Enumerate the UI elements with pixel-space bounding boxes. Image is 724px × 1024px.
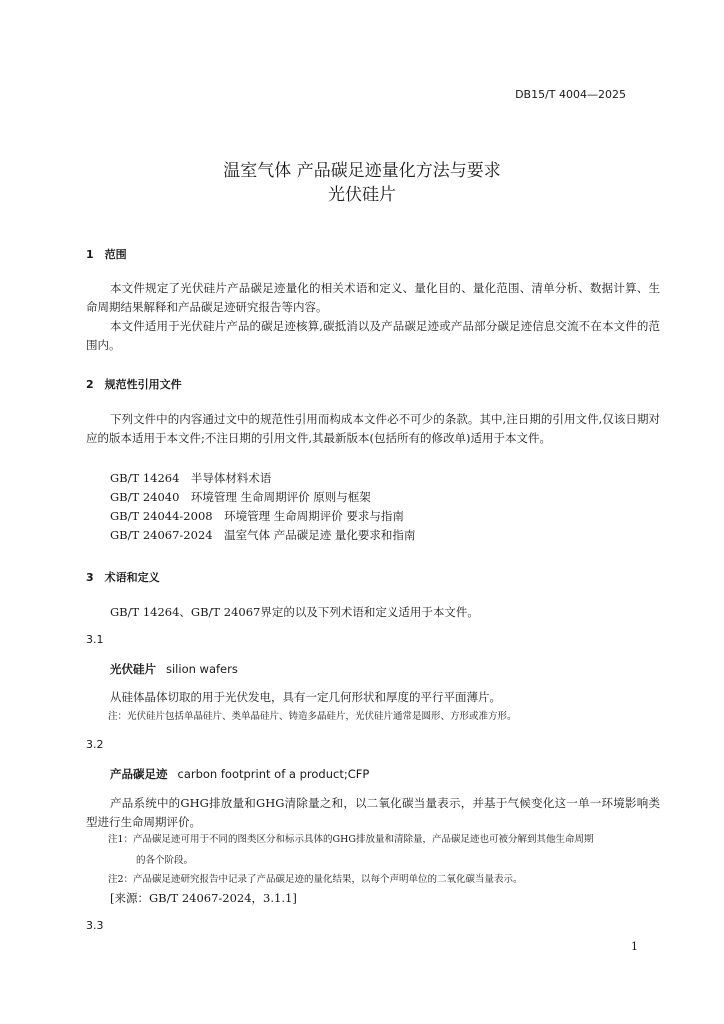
term-3-2-en: carbon footprint of a product;CFP xyxy=(177,767,370,781)
term-3-2-note-2: 注2：产品碳足迹研究报告中记录了产品碳足迹的量化结果，以每个声明单位的二氧化碳当量表示。 xyxy=(108,874,523,885)
standard-code: DB15/T 4004—2025 xyxy=(515,88,626,101)
term-3-3-number: 3.3 xyxy=(86,919,104,932)
term-3-2-source: [来源：GB/T 24067-2024，3.1.1] xyxy=(110,891,297,905)
term-3-1-note: 注：光伏硅片包括单晶硅片、类单晶硅片、铸造多晶硅片，光伏硅片通常是圆形、方形或准方形。 xyxy=(108,711,517,722)
term-3-1-cn: 光伏硅片 xyxy=(110,662,156,676)
section-1-heading: 1 范围 xyxy=(86,248,127,261)
term-3-2-definition: 产品系统中的GHG排放量和GHG清除量之和，以二氧化碳当量表示，并基于气候变化这一单一环境影响类型进行生命周期评价。 xyxy=(86,796,660,829)
section-3-intro: GB/T 14264、GB/T 24067界定的以及下列术语和定义适用于本文件。 xyxy=(110,605,479,619)
term-3-2-number: 3.2 xyxy=(86,738,104,751)
term-3-2-note-1-continued: 的各个阶段。 xyxy=(136,855,194,866)
section-2-heading: 2 规范性引用文件 xyxy=(86,378,182,391)
page-number: 1 xyxy=(631,940,638,953)
term-3-1-number: 3.1 xyxy=(86,633,104,646)
term-3-2-note-1: 注1：产品碳足迹可用于不同的图类区分和标示具体的GHG排放量和清除量，产品碳足迹也可被分解到其他生命周期 xyxy=(108,834,594,845)
document-subtitle: 光伏硅片 xyxy=(328,185,396,205)
term-3-1-definition: 从硅体晶体切取的用于光伏发电，具有一定几何形状和厚度的平行平面薄片。 xyxy=(110,690,501,704)
section-2-paragraph-1: 下列文件中的内容通过文中的规范性引用而构成本文件必不可少的条款。其中,注日期的引用文件,仅该日期对应的版本适用于本文件;不注日期的引用文件,其最新版本(包括所有的修改单)适用于本文件。 xyxy=(86,412,660,445)
document-title: 温室气体 产品碳足迹量化方法与要求 xyxy=(223,161,501,181)
term-3-2 xyxy=(110,766,369,782)
term-3-2-cn: 产品碳足迹 xyxy=(110,767,168,781)
term-3-1-en: silion wafers xyxy=(166,662,238,676)
reference-item: GB/T 24067-2024 温室气体 产品碳足迹 量化要求和指南 xyxy=(110,528,416,542)
reference-item: GB/T 24040 环境管理 生命周期评价 原则与框架 xyxy=(110,490,371,504)
reference-item: GB/T 24044-2008 环境管理 生命周期评价 要求与指南 xyxy=(110,509,404,523)
section-1-paragraph-2: 本文件适用于光伏硅片产品的碳足迹核算,碳抵消以及产品碳足迹或产品部分碳足迹信息交流不在本文件的范围内。 xyxy=(86,319,660,352)
reference-item: GB/T 14264 半导体材料术语 xyxy=(110,471,272,485)
section-3-heading: 3 术语和定义 xyxy=(86,571,160,584)
term-3-1 xyxy=(110,661,238,677)
section-1-paragraph-1: 本文件规定了光伏硅片产品碳足迹量化的相关术语和定义、量化目的、量化范围、清单分析、数据计算、生命周期结果解释和产品碳足迹研究报告等内容。 xyxy=(86,281,660,314)
